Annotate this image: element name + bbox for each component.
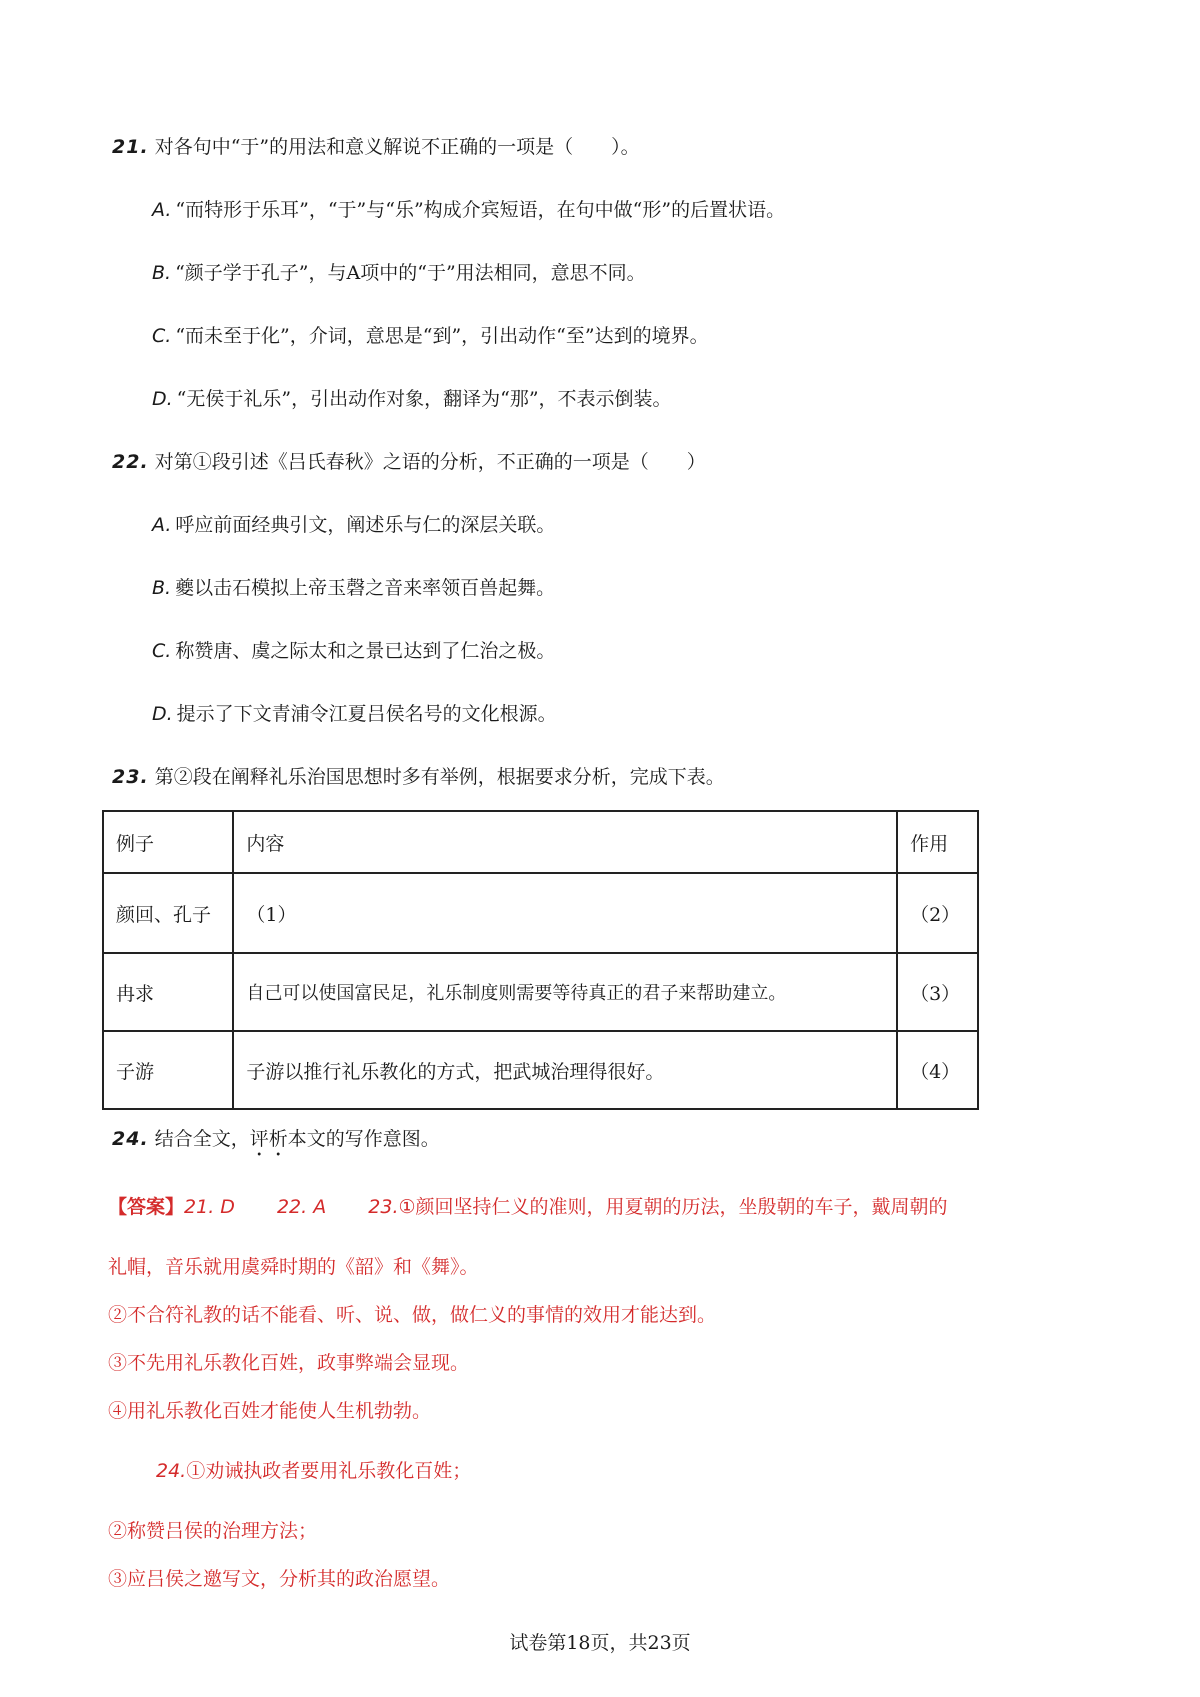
q24-emphasis: 评析	[249, 1128, 288, 1150]
table-cell: 子游以推行礼乐教化的方式，把武城治理得很好。	[233, 1031, 897, 1109]
answer-23-number: 23.	[368, 1196, 399, 1218]
answer-22: 22. A	[276, 1196, 327, 1218]
table-cell: （1）	[233, 873, 897, 953]
table-header-row	[103, 811, 978, 873]
q21-number: 21.	[112, 136, 149, 158]
table-cell: 子游	[103, 1031, 233, 1109]
table-row	[103, 873, 978, 953]
answer-23-4: ④用礼乐教化百姓才能使人生机勃勃。	[108, 1400, 432, 1422]
answer-24-1: 24.①劝诫执政者要用礼乐教化百姓；	[156, 1460, 472, 1482]
q23-stem-text: 第②段在阐释礼乐治国思想时多有举例，根据要求分析，完成下表。	[154, 766, 725, 788]
q23-stem	[112, 763, 725, 791]
q23-table	[102, 810, 979, 1110]
q22-number: 22.	[112, 451, 149, 473]
q22-stem	[112, 448, 706, 476]
q22-option-d: D. 提示了下文青浦令江夏吕侯名号的文化根源。	[152, 703, 557, 725]
answer-24-2: ②称赞吕侯的治理方法；	[108, 1520, 318, 1542]
q21-stem-text: 对各句中“于”的用法和意义解说不正确的一项是（ ）。	[154, 136, 640, 158]
table-header-cell: 内容	[233, 811, 897, 873]
q21-option-c: C. “而未至于化”，介词，意思是“到”，引出动作“至”达到的境界。	[152, 325, 709, 347]
q22-option-b: B. 夔以击石模拟上帝玉磬之音来率领百兽起舞。	[152, 577, 556, 599]
q21-option-b: B. “颜子学于孔子”，与A项中的“于”用法相同，意思不同。	[152, 262, 646, 284]
answer-24-number: 24.	[156, 1460, 187, 1482]
table-row	[103, 953, 978, 1031]
answer-23-1-cont: 礼帽，音乐就用虞舜时期的《韶》和《舞》。	[108, 1256, 479, 1278]
q24-stem: 24. 结合全文，评析本文的写作意图。	[112, 1128, 440, 1150]
table-row	[103, 1031, 978, 1109]
q22-stem-text: 对第①段引述《吕氏春秋》之语的分析，不正确的一项是（ ）	[154, 451, 706, 473]
answer-line-1: 【答案】21. D 22. A 23.①颜回坚持仁义的准则，用夏朝的历法，坐殷朝的车子，戴周朝的	[108, 1196, 948, 1218]
table-header-cell: 作用	[897, 811, 978, 873]
q24-number: 24.	[112, 1128, 149, 1150]
page-footer: 试卷第18页，共23页	[509, 1632, 691, 1654]
table-cell: （4）	[897, 1031, 978, 1109]
table-cell: （3）	[897, 953, 978, 1031]
answer-23-3: ③不先用礼乐教化百姓，政事弊端会显现。	[108, 1352, 470, 1374]
table-cell: 颜回、孔子	[103, 873, 233, 953]
table-header-cell: 例子	[103, 811, 233, 873]
answer-24-3: ③应吕侯之邀写文，分析其的政治愿望。	[108, 1568, 451, 1590]
q21-option-a: A. “而特形于乐耳”，“于”与“乐”构成介宾短语，在句中做“形”的后置状语。	[152, 199, 786, 221]
q21-option-d: D. “无侯于礼乐”，引出动作对象，翻译为“那”，不表示倒装。	[152, 388, 672, 410]
table-cell: 冉求	[103, 953, 233, 1031]
table-cell: 自己可以使国富民足，礼乐制度则需要等待真正的君子来帮助建立。	[233, 953, 897, 1031]
q22-option-c: C. 称赞唐、虞之际太和之景已达到了仁治之极。	[152, 640, 556, 662]
q23-number: 23.	[112, 766, 149, 788]
answer-23-2: ②不合符礼教的话不能看、听、说、做，做仁义的事情的效用才能达到。	[108, 1304, 717, 1326]
table-cell: （2）	[897, 873, 978, 953]
answer-label: 【答案】	[108, 1196, 185, 1218]
answer-21: 21. D	[184, 1196, 235, 1218]
q21-stem	[112, 133, 640, 161]
q22-option-a: A. 呼应前面经典引文，阐述乐与仁的深层关联。	[152, 514, 556, 536]
